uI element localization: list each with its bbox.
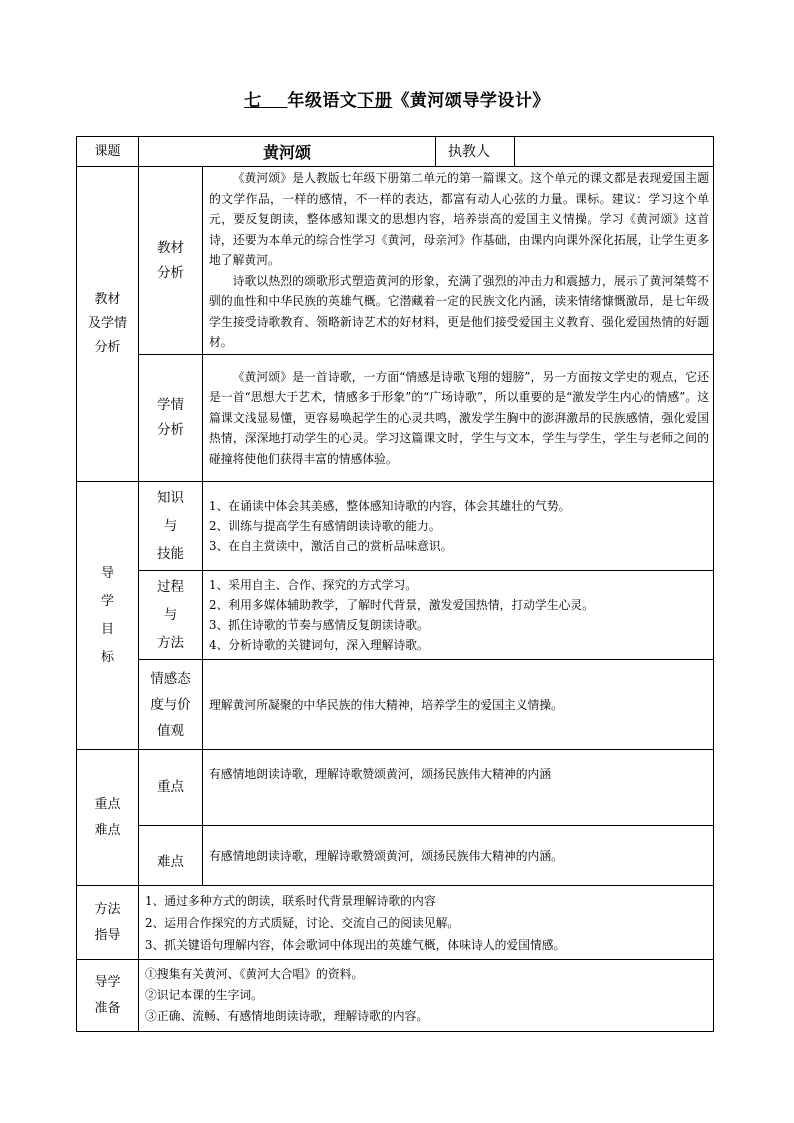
method-label: 方法 指导 <box>77 886 139 960</box>
focus-text: 有感情地朗读诗歌，理解诗歌赞颂黄河，颂扬民族伟大精神的内涵 <box>203 750 714 826</box>
learner-analysis-label: 学情 分析 <box>139 355 203 482</box>
goal-emotion-row <box>77 660 714 750</box>
teacher-label: 执教人 <box>436 137 515 167</box>
learner-analysis-row <box>77 355 714 482</box>
title-grade: 七 <box>244 91 262 111</box>
teacher-value <box>515 137 714 167</box>
goal-process-row <box>77 571 714 660</box>
difficulty-label: 难点 <box>139 826 203 886</box>
topic-label: 课题 <box>77 137 139 167</box>
lesson-plan-table <box>76 136 714 1032</box>
focus-row <box>77 750 714 826</box>
difficulty-text: 有感情地朗读诗歌，理解诗歌赞颂黄河，颂扬民族伟大精神的内涵。 <box>203 826 714 886</box>
page-title <box>0 86 794 111</box>
knowledge-goals: 1、在诵读中体会其美感，整体感知诗歌的内容，体会其雄壮的气势。 2、训练与提高学生有感情朗读诗歌的能力。 3、在自主赏读中，激活自己的赏析品味意识。 <box>203 482 714 571</box>
analysis-label: 教材 及学情 分析 <box>77 167 139 482</box>
textbook-analysis-text: 《黄河颂》是人教版七年级下册第二单元的第一篇课文。这个单元的课文都是表现爱国主题的文学作品，一样的感情，不一样的表达，都富有动人心弦的力量。课标。建议：学习这个单元，要反复朗读，整体感知课文的思想内容，培养崇高的爱国主义情操。学习《黄河颂》这首诗，还要为本单元的综合性学习《黄河，母亲河》作基础，由课内向课外深化拓展，让学生更多地了解黄河。 诗歌以热烈的颂歌形式塑造黄河的形象，充满了强烈的冲击力和震撼力，展示了黄河桀骜不驯的血性和中华民族的英雄气概。它潜藏着一定的民族文化内涵，读来情绪慷慨激昂，是七年级学生接受诗歌教育、领略新诗艺术的好材料，更是他们接受爱国主义教育、强化爱国热情的好题材。 <box>203 167 714 355</box>
focus-label: 重点 <box>139 750 203 826</box>
textbook-analysis-row <box>77 167 714 355</box>
goals-label: 导 学 目 标 <box>77 482 139 750</box>
difficulty-row <box>77 826 714 886</box>
learner-analysis-text: 《黄河颂》是一首诗歌，一方面“情感是诗歌飞翔的翅膀”，另一方面按文学史的观点，它还是一首“思想大于艺术，情感多于形象”的“广场诗歌”，所以重要的是“激发学生内心的情感”。这篇课文浅显易懂，更容易唤起学生的心灵共鸣，激发学生胸中的澎湃激昂的民族感情，强化爱国热情，深深地打动学生的心灵。学习这篇课文时，学生与文本，学生与学生，学生与老师之间的碰撞将使他们获得丰富的情感体验。 <box>203 355 714 482</box>
emotion-label: 情感态 度与价 值观 <box>139 660 203 750</box>
textbook-analysis-label: 教材 分析 <box>139 167 203 355</box>
emotion-goal: 理解黄河所凝聚的中华民族的伟大精神，培养学生的爱国主义情操。 <box>203 660 714 750</box>
key-label: 重点 难点 <box>77 750 139 886</box>
topic-row <box>77 137 714 167</box>
process-label: 过程 与 方法 <box>139 571 203 660</box>
method-items: 1、通过多种方式的朗读，联系时代背景理解诗歌的内容 2、运用合作探究的方式质疑，讨论、交流自己的阅读见解。 3、抓关键语句理解内容，体会歌词中体现出的英雄气概，体味诗人的爱国情感。 <box>139 886 714 960</box>
title-lesson: 《黄河颂导学设计》 <box>392 91 550 111</box>
title-volume: 下册 <box>357 91 393 111</box>
knowledge-label: 知识 与 技能 <box>139 482 203 571</box>
topic-name: 黄河颂 <box>139 137 436 167</box>
prep-row <box>77 960 714 1032</box>
title-subject: 年级语文 <box>287 91 358 111</box>
process-goals: 1、采用自主、合作、探究的方式学习。 2、利用多媒体辅助教学，了解时代背景，激发爱国热情，打动学生心灵。 3、抓住诗歌的节奏与感情反复朗读诗歌。 4、分析诗歌的关键词句，深入理解诗歌。 <box>203 571 714 660</box>
method-row <box>77 886 714 960</box>
prep-label: 导学 准备 <box>77 960 139 1032</box>
prep-items: ①搜集有关黄河、《黄河大合唱》的资料。 ②识记本课的生字词。 ③正确、流畅、有感情地朗读诗歌，理解诗歌的内容。 <box>139 960 714 1032</box>
goal-knowledge-row <box>77 482 714 571</box>
